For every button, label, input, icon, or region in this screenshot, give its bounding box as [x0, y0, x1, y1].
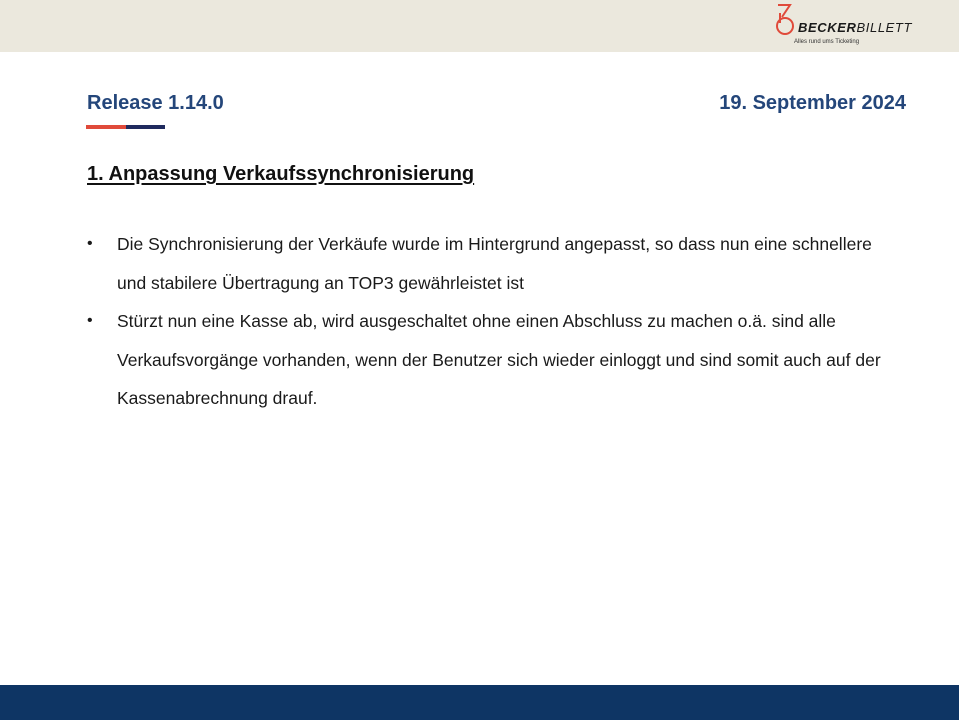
bullet-marker: • — [87, 235, 93, 252]
section-title: 1. Anpassung Verkaufssynchronisierung — [87, 163, 475, 185]
bullet-list — [87, 225, 887, 418]
title-accent-line — [86, 125, 165, 129]
release-date: 19. September 2024 — [719, 92, 906, 114]
logo-tagline: Alles rund ums Ticketing — [794, 39, 860, 45]
logo-brand-bold: BECKER — [798, 20, 857, 35]
logo-brand-light: BILLETT — [856, 20, 912, 35]
accent-red-segment — [86, 125, 126, 129]
accent-navy-segment — [126, 125, 165, 129]
bullet-text: Stürzt nun eine Kasse ab, wird ausgeschaltet ohne einen Abschluss zu machen o.ä. sind alle Verkaufsvorgänge vorhanden, wenn der Benutzer sich wieder einloggt und sind somit auch auf der Kassenabrechnung drauf. — [117, 311, 881, 408]
becker-billett-logo — [774, 3, 924, 49]
release-version: Release 1.14.0 — [87, 92, 224, 114]
bullet-item — [87, 225, 887, 302]
bullet-item — [87, 302, 887, 418]
bullet-text: Die Synchronisierung der Verkäufe wurde im Hintergrund angepasst, so dass nun eine schnellere und stabilere Übertragung an TOP3 gewährleistet ist — [117, 234, 872, 293]
bullet-marker: • — [87, 312, 93, 329]
logo-wordmark — [798, 20, 912, 35]
bottom-bar — [0, 685, 959, 720]
top-bar — [0, 0, 959, 52]
becker-logo-mark-icon — [774, 3, 796, 37]
